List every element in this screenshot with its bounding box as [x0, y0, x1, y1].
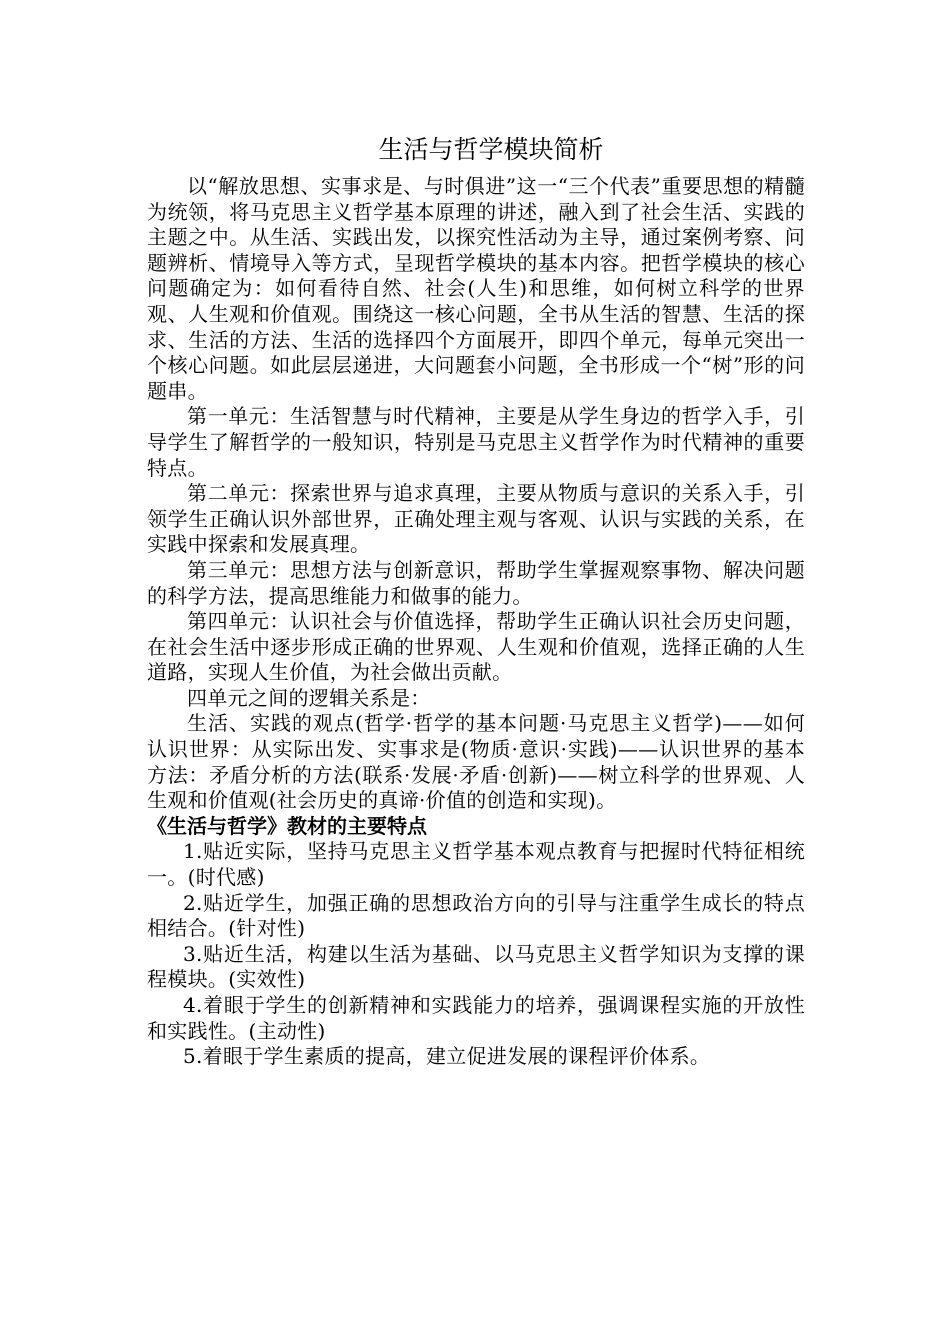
- logic-chain-paragraph: 生活、实践的观点(哲学·哲学的基本问题·马克思主义哲学)——如何认识世界：从实际出发、实事求是(物质·意识·实践)——认识世界的基本方法：矛盾分析的方法(联系·发展·矛盾·创新)——树立科学的世界观、人生观和价值观(社会历史的真谛·价值的创造和实现)。: [147, 711, 805, 813]
- feature-item: 2.贴近学生，加强正确的思想政治方向的引导与注重学生成长的特点相结合。(针对性): [147, 890, 805, 941]
- section-heading: 《生活与哲学》教材的主要特点: [147, 813, 427, 838]
- feature-item: 3.贴近生活，构建以生活为基础、以马克思主义哲学知识为支撑的课程模块。(实效性): [147, 941, 805, 992]
- logic-intro-paragraph: 四单元之间的逻辑关系是：: [187, 685, 431, 710]
- feature-item: 1.贴近实际，坚持马克思主义哲学基本观点教育与把握时代特征相统一。(时代感): [147, 839, 805, 890]
- unit-one-paragraph: 第一单元：生活智慧与时代精神，主要是从学生身边的哲学入手，引导学生了解哲学的一般知识，特别是马克思主义哲学作为时代精神的重要特点。: [147, 404, 805, 480]
- unit-three-paragraph: 第三单元：思想方法与创新意识，帮助学生掌握观察事物、解决问题的科学方法，提高思维能力和做事的能力。: [147, 557, 805, 608]
- document-title: 生活与哲学模块简析: [378, 135, 604, 164]
- unit-four-paragraph: 第四单元：认识社会与价值选择，帮助学生正确认识社会历史问题，在社会生活中逐步形成正确的世界观、人生观和价值观，选择正确的人生道路，实现人生价值，为社会做出贡献。: [147, 609, 805, 685]
- unit-two-paragraph: 第二单元：探索世界与追求真理，主要从物质与意识的关系入手，引领学生正确认识外部世界，正确处理主观与客观、认识与实践的关系，在实践中探索和发展真理。: [147, 481, 805, 557]
- document-page: [147, 126, 805, 1070]
- feature-item: 5.着眼于学生素质的提高，建立促进发展的课程评价体系。: [183, 1044, 711, 1069]
- intro-paragraph: 以“解放思想、实事求是、与时俱进”这一“三个代表”重要思想的精髓为统领，将马克思主义哲学基本原理的讲述，融入到了社会生活、实践的主题之中。从生活、实践出发，以探究性活动为主导，通过案例考察、问题辨析、情境导入等方式，呈现哲学模块的基本内容。把哲学模块的核心问题确定为：如何看待自然、社会(人生)和思维，如何树立科学的世界观、人生观和价值观。围绕这一核心问题，全书从生活的智慧、生活的探求、生活的方法、生活的选择四个方面展开，即四个单元，每单元突出一个核心问题。如此层层递进，大问题套小问题，全书形成一个“树”形的问题串。: [147, 174, 805, 403]
- feature-item: 4.着眼于学生的创新精神和实践能力的培养，强调课程实施的开放性和实践性。(主动性): [147, 993, 805, 1043]
